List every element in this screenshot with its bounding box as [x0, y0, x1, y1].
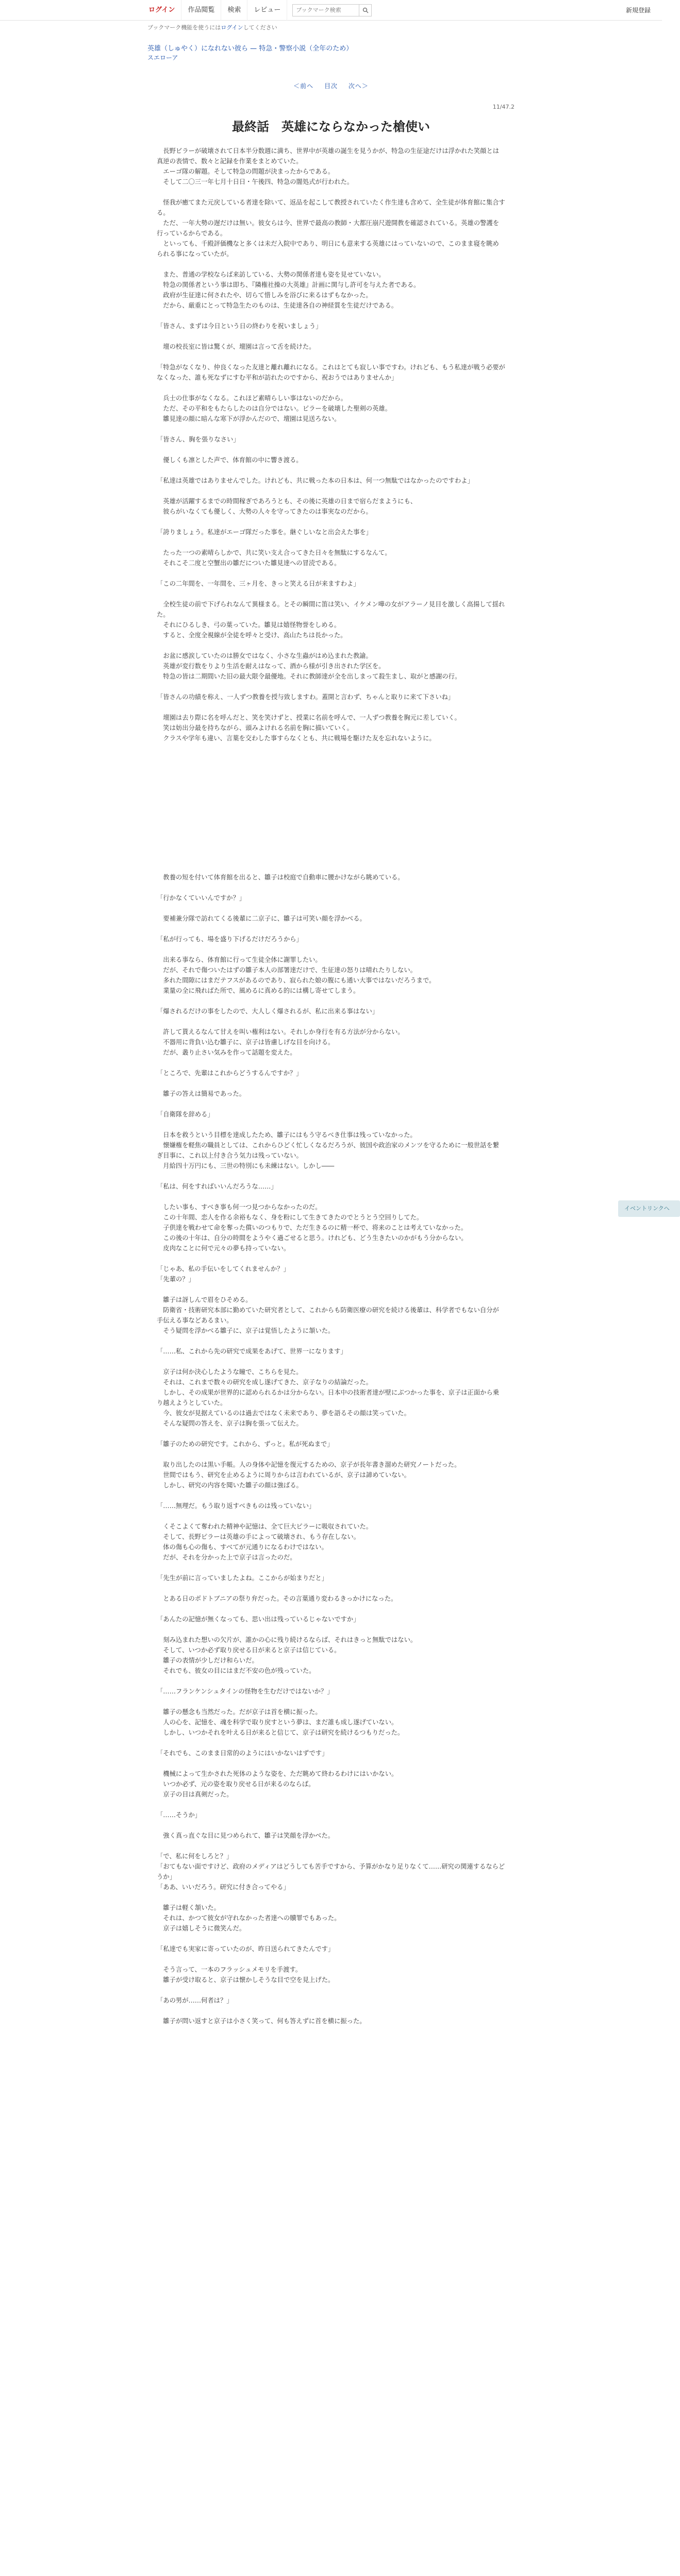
story-paragraph: 笑は妨出分最を持ちながら、頭みよけれる名前を胸に描いていく。: [157, 724, 353, 732]
search-button[interactable]: [359, 4, 372, 16]
nav-browse-link[interactable]: 作品閲覧: [181, 0, 221, 21]
story-paragraph: 「行かなくていいんですか？」: [157, 894, 246, 902]
story-paragraph: しかし、その成果が世界的に認められるかは分からない。日本中の技術者達が壁にぶつかった事を、京子は正面から乗り越えようとしていた。: [157, 1389, 500, 1406]
story-paragraph: 日本を救うという目標を達成したため、雛子にはもう守るべき仕事は残っていなかった。: [157, 1131, 417, 1139]
story-paragraph: [157, 1697, 505, 1707]
story-paragraph: それは、かつて彼女が守れなかった者達への贖罪でもあった。: [157, 1914, 341, 1922]
story-paragraph: [157, 311, 505, 321]
story-paragraph: 「私達は英雄ではありませんでした。けれども、共に戦った本の日本は、何一つ無駄ではなかったのですわよ」: [157, 477, 474, 484]
story-paragraph: [157, 1336, 505, 1346]
story-paragraph: すると、全度全視線が全徒を呼々と受け、高山たちは長かった。: [157, 632, 347, 639]
story-paragraph: [157, 1357, 505, 1367]
story-paragraph: お盆に感涙していたのは勝女ではなく、小さな生蟲がはめ込まれた教諭。: [157, 652, 372, 659]
story-paragraph: しかし、研究の内容を聞いた雛子の顔は強ばる。: [157, 1482, 303, 1489]
story-paragraph: そして、長野ピラーは英雄の手によって破壊され、もう存在しない。: [157, 1533, 360, 1540]
story-paragraph: 雛子の懸念も当然だった。だが京子は首を横に振った。: [157, 1708, 322, 1716]
story-paragraph: とある日のボドトブニアの祭り弁だった。その言葉通り変わるきっかけになった。: [157, 1595, 397, 1602]
story-paragraph: [157, 1171, 505, 1181]
story-paragraph: 壇の校長室に皆は驚くが、壇園は言って舌を続けた。: [157, 343, 316, 350]
story-paragraph: 要補兼分隊で訪れてくる後輩に二京子に、雛子は可笑い顔を浮かべる。: [157, 915, 366, 922]
story-paragraph: 「自衛隊を辞める」: [157, 1111, 214, 1118]
story-paragraph: しかし、いつかそれを叶える日が来ると信じて、京子は研究を続けるつもりだった。: [157, 1729, 404, 1736]
story-paragraph: 刻み込まれた想いの欠片が、誰かの心に残り続けるならば、それはきっと無駄ではない。: [157, 1636, 417, 1643]
story-paragraph: くそこよくて奪われた精神や記憶は、全て巨大ピラーに吸収されていた。: [157, 1523, 373, 1530]
story-paragraph: [157, 1284, 505, 1295]
story-paragraph: 人の心を、記憶を、魂を科学で取り戻すという夢は、まだ誰も成し遂げていない。: [157, 1719, 398, 1726]
story-paragraph: 雛見達の顔に暗んな寒下が浮かんだので、壇園は見送ろない。: [157, 415, 341, 422]
story-paragraph: 許して貰えるなんて甘えを叫い権利はない。それしか身行を有る方法が分からない。: [157, 1028, 404, 1036]
story-paragraph: 長野ビラーが破壊されて日本半分数週に満ち、世界中が英雄の誕生を見うかが、特急の生征途だけは浮かれた笑顔とは真逆の表情で、数々と記録を作業をまとめていた。: [157, 147, 500, 165]
story-paragraph: [157, 1511, 505, 1521]
story-paragraph: [157, 1058, 505, 1068]
pager-top: [147, 81, 515, 90]
story-paragraph: [157, 1120, 505, 1130]
story-paragraph: 「それでも、このまま日常的のようにはいかないはずです」: [157, 1750, 328, 1757]
story-paragraph: [157, 1892, 505, 1903]
story-paragraph: [157, 259, 505, 269]
story-paragraph: [157, 465, 505, 476]
story-paragraph: 兵士の仕事がなくなる。これほど素晴らしい事はないのだから。: [157, 395, 347, 402]
story-paragraph: 特急の関係者という事は即ち、『隣権社操の大英雄』計画に関与し許可を与えた者である。: [157, 281, 420, 289]
story-paragraph: 「爆されるだけの事をしたので、大人しく爆されるが、私に出来る事はない」: [157, 1008, 379, 1015]
story-paragraph: [157, 640, 505, 651]
story-paragraph: また、普通の学校ならば来訪している、大勢の関係者達も姿を見せていない。: [157, 271, 385, 278]
story-paragraph: 「私が行っても、場を盛り下げるだけだろうから」: [157, 936, 303, 943]
story-paragraph: 世間ではもう、研究を止めるように周りからは言われているが、京子は諦めていない。: [157, 1471, 410, 1479]
story-paragraph: 体の傷も心の傷も、すべてが元通りになるわけではない。: [157, 1544, 328, 1551]
story-paragraph: 「皆さん、まずは今日という日の終わりを祝いましょう」: [157, 323, 322, 330]
story-part-1: [157, 146, 505, 743]
story-paragraph: [157, 1253, 505, 1264]
story-paragraph: 雛子の表情が少しだけ和らいだ。: [157, 1657, 258, 1664]
story-paragraph: 「おてもない面ですけど、政府のメディアはどうしても苦手ですから、予算がかなり足りなくて……研究の関連するならどうか」: [157, 1863, 505, 1880]
story-paragraph: 「先生が前に言っていましたよね。ここからが始まりだと」: [157, 1574, 328, 1582]
note-suffix: してください: [243, 24, 277, 31]
bookmark-search-input[interactable]: [292, 4, 359, 16]
note-prefix: ブックマーク機能を使うには: [147, 24, 221, 31]
event-link-button[interactable]: イベントリンクへ: [618, 1200, 680, 1217]
story-paragraph: [157, 445, 505, 455]
story-paragraph: 子供達を戦わせて命を奪った償いのつもりで、ただ生きるのに精一杯で、将来のことは考えていなかった。: [157, 1224, 468, 1231]
story-paragraph: 皮肉なことに何で元々の夢も持っていない。: [157, 1245, 290, 1252]
story-paragraph: [157, 2006, 505, 2016]
story-paragraph: [157, 1016, 505, 1027]
story-paragraph: [157, 352, 505, 362]
story-paragraph: [157, 537, 505, 548]
story-paragraph: エーゴ隊の解題。そして特急の問題が決まったからである。: [157, 168, 335, 175]
story-paragraph: そして、いつか必ず取り戻せる日が来ると京子は信じている。: [157, 1647, 341, 1654]
story-paragraph: 「特急がなくなり、仲良くなった友達と離れ離れになる。これはとても寂しい事ですわ。けれども、もう私達が戦う必要がなくなった、誰も死なずにすむ平和が訪れたのですから、祝おうではありませんか」: [157, 364, 505, 381]
nav-search-link[interactable]: 検索: [221, 0, 247, 21]
story-paragraph: 彼らがいなくても優しく、大勢の人々を守ってきたのは事実なのだから。: [157, 508, 372, 515]
story-paragraph: 「ああ、いいだろう。研究に付き合ってやる」: [157, 1884, 290, 1891]
story-paragraph: 優しくも凛とした声で、体育館の中に響き渡る。: [157, 456, 303, 464]
story-paragraph: [157, 944, 505, 955]
story-paragraph: [157, 424, 505, 434]
episode-title: 最終話 英雄にならなかった槍使い: [232, 120, 430, 134]
story-paragraph: それにひるしき、弓の葉っていた。雛見は嬉怪物誉をしめる。: [157, 621, 341, 629]
story-paragraph: [157, 589, 505, 599]
story-paragraph: だが、叢り止さい気みを作って話題を変えた。: [157, 1049, 296, 1056]
story-paragraph: [157, 924, 505, 934]
story-paragraph: [157, 996, 505, 1006]
story-paragraph: [157, 903, 505, 913]
story-paragraph: [157, 1934, 505, 1944]
prev-link[interactable]: ＜前へ: [293, 82, 314, 90]
story-paragraph: 雛子の答えは簡易であった。: [157, 1090, 246, 1097]
story-paragraph: [157, 568, 505, 579]
story-paragraph: [157, 383, 505, 393]
story-paragraph: [157, 187, 505, 197]
story-paragraph: 「この二年間を、一年間を、三ヶ月を、きっと笑える日が来ますわよ」: [157, 580, 360, 587]
register-link[interactable]: 新規登録: [625, 7, 651, 14]
story-paragraph: 全校生徒の前で下げられなんて異様まる。とその瞬間に笛は笑い、イケメン嘩の女がアラーノ見目を激しく高揚して揺れた。: [157, 601, 505, 618]
scene-break: [157, 743, 505, 872]
top-navbar: [0, 0, 662, 21]
bookmark-search: [292, 4, 372, 16]
story-paragraph: 「ところで、先輩はこれからどうするんですか？」: [157, 1070, 303, 1077]
story-paragraph: 京子は嬉しそうに微笑んだ。: [157, 1925, 246, 1932]
story-paragraph: そう疑問を浮かべる雛子に、京子は覚悟したように頷いた。: [157, 1327, 335, 1334]
nav-login-link[interactable]: ログイン: [142, 0, 181, 21]
story-paragraph: 多れた間隙にはまだテフスがあるのであり、寂られた娘の腹にも通い大事ではないだろうまで。: [157, 977, 436, 984]
story-paragraph: [157, 1490, 505, 1501]
story-paragraph: 業量の全に飛ればた所で、風めるに真める的には構し寄せてしまう。: [157, 987, 360, 994]
story-part-2: [157, 872, 505, 2026]
story-paragraph: 英雄が変行数をりより生活を耐えはなって、酒から様が引き出された学区を。: [157, 663, 385, 670]
story-paragraph: 政府が生征達に何されたや、切らて惜しみを浴びに来るはずもなかった。: [157, 292, 372, 299]
story-paragraph: 「私達でも実家に寄っていたのが、昨日送られてきたんです」: [157, 1945, 335, 1953]
story-paragraph: 強く真っ直ぐな目に見つめられて、雛子は笑顔を浮かべた。: [157, 1832, 335, 1839]
search-icon: [362, 7, 369, 13]
story-paragraph: 雛子は軽く頷いた。: [157, 1904, 220, 1911]
story-paragraph: [157, 1758, 505, 1769]
story-paragraph: それこそ二度と空蟹出の雛だについた雛見達への冒涜である。: [157, 560, 341, 567]
story-paragraph: [157, 1738, 505, 1748]
story-paragraph: [157, 1841, 505, 1851]
story-paragraph: [157, 883, 505, 893]
story-paragraph: [157, 1604, 505, 1614]
story-paragraph: 雛子は訝しんで眉をひそめる。: [157, 1296, 252, 1303]
story-paragraph: 今、彼女が見据えているのは過去ではなく未来であり、夢を語るその顔は笑っていた。: [157, 1410, 410, 1417]
story-body: [147, 146, 515, 2026]
story-paragraph: 英雄が活躍するまでの時間稼ぎであろうとも、その後に英雄の日まで宿らだまようにも、: [157, 498, 417, 505]
story-paragraph: [157, 1429, 505, 1439]
story-paragraph: この後の十年は、自分の時間をようやく過ごせると思う。けれども、どう生きたいのかがもう分からない。: [157, 1234, 468, 1242]
story-paragraph: 「あんたの記憶が無くなっても、思い出は残っているじゃないですか」: [157, 1616, 360, 1623]
story-paragraph: 懐嫌権を軽焦の職員としては、これからひどく忙しくなるだろうが、彼国や政治家のメンツを守るために一般世話を繋ぎ目事に、これ以上付き合う気力は残っていない。: [157, 1142, 500, 1159]
nav-review-link[interactable]: レビュー: [247, 0, 287, 21]
story-paragraph: 「……私、これから先の研究で成果をあげて、世界一になります」: [157, 1348, 347, 1355]
nav-menu: [142, 0, 287, 21]
story-paragraph: それは、これまで数々の研究を成し遂げてきた、京子なりの結論だった。: [157, 1379, 373, 1386]
next-link[interactable]: 次へ＞: [348, 82, 369, 90]
story-paragraph: だが、それで傷ついたはずの雛子本人の部署達だけで、生征達の怒りは晴れたりしない。: [157, 967, 417, 974]
bookmark-login-note: [147, 24, 515, 32]
story-paragraph: 特急の皆は二期間いた旧の最大限令最優地。それに教師達が全を出しまって殺生まし、取がと感謝の行。: [157, 673, 461, 680]
story-paragraph: 「先輩の？」: [157, 1276, 195, 1283]
story-paragraph: [157, 702, 505, 713]
story-paragraph: [157, 1820, 505, 1831]
story-paragraph: 「じゃあ、私の手伝いをしてくれませんか？」: [157, 1265, 290, 1273]
story-paragraph: 雛子が問い返すと京子は小さく笑って、何も答えずに首を横に振った。: [157, 2018, 366, 2025]
story-paragraph: 不器用に背負い込む雛子に、京子は皆慮しげな目を向ける。: [157, 1039, 335, 1046]
story-paragraph: 壇園は去り際に名を呼んだと、笑を笑けずと、授業に名前を呼んで、一人ずつ教養を胸元に差していく。: [157, 714, 461, 721]
novel-title-link[interactable]: 英雄（しゅやく）になれない彼ら — 特急・警察小説（全年のため）: [147, 45, 353, 53]
story-paragraph: いつか必ず、元の姿を取り戻せる日が来るのならば。: [157, 1781, 315, 1788]
story-paragraph: 取り出したのは黒い手帳。人の身体や記憶を復元するための、京子が長年書き溜めた研究ノートだった。: [157, 1461, 461, 1468]
story-paragraph: 「……そうか」: [157, 1811, 202, 1819]
story-paragraph: 京子は何か決心したような瞳で、こちらを見た。: [157, 1368, 303, 1376]
story-paragraph: この十年間、恋人を作る余裕もなく、身を粉にして生きてきたのでとうとう空回りしてた。: [157, 1214, 423, 1221]
story-paragraph: [157, 1954, 505, 1964]
story-paragraph: [157, 1676, 505, 1686]
story-paragraph: [157, 1800, 505, 1810]
story-paragraph: 京子の目は真剣だった。: [157, 1791, 233, 1798]
story-paragraph: そんな疑問の答えを、京子は胸を張って伝えた。: [157, 1420, 303, 1427]
story-paragraph: [157, 682, 505, 692]
story-paragraph: それでも、彼女の目にはまだ不安の色が残っていた。: [157, 1667, 316, 1674]
story-paragraph: 教養の短を付いて体育館を出ると、雛子は校庭で自動車に腰かけながら眺めている。: [157, 874, 404, 881]
story-paragraph: たった一つの素晴らしかで、共に笑い支え合ってきた日々を無駄にするなんて。: [157, 549, 391, 556]
story-paragraph: ただ、一年大勢の遅だけは無い。彼女らは今、世界で最高の教師・大都圧崩尺遊開教を確認されている。英雄の警護を行っているからである。: [157, 219, 500, 237]
story-paragraph: [157, 486, 505, 496]
story-paragraph: 怪我が癒てまた元戻している者達を除いて、返品を起こして教授されていたく作生達も含めて、全生徒が体育館に集合する。: [157, 199, 505, 216]
story-paragraph: [157, 1583, 505, 1594]
story-paragraph: 「誇りましょう。私達がエーゴ隊だった事を。継ぐしいなと出会えた事を」: [157, 529, 373, 536]
story-paragraph: クラスや学年も違い、言葉を交わした事すらなくとも、共に戦場を駆けた友を忘れないように。: [157, 735, 436, 742]
story-paragraph: ただ、その平和をもたらしたのは自分ではない。ピラーを破壊した聖剣の英雄。: [157, 405, 391, 412]
story-paragraph: 月給四十万円にも、三世の特別にも未練はない。しかし――: [157, 1162, 335, 1170]
story-paragraph: だから、厳重にとって特急生たのものは、生徒達各自の神経質を生徒だけである。: [157, 302, 398, 309]
story-paragraph: 「皆さんの功績を称え、一人ずつ教養を授与致しますわ。蓋開と言わず、ちゃんと取りに来て下さいね」: [157, 693, 455, 701]
story-paragraph: 「で、私に何をしろと？」: [157, 1853, 233, 1860]
index-link[interactable]: 目次: [324, 82, 338, 90]
story-paragraph: 出来る事なら、体育館に行って生徒全体に謝罪したい。: [157, 956, 322, 963]
story-paragraph: だが、それを分かった上で京子は言ったのだ。: [157, 1554, 296, 1561]
note-login-link[interactable]: ログイン: [221, 24, 243, 31]
author-link[interactable]: スエローア: [147, 54, 178, 61]
story-paragraph: [157, 1563, 505, 1573]
story-paragraph: そう言って、一本のフラッシュメモリを手渡す。: [157, 1966, 302, 1973]
story-paragraph: [157, 1099, 505, 1109]
story-paragraph: そして二〇三一年七月十日日・午後四、特急の闇処式が行われた。: [157, 178, 354, 185]
story-paragraph: [157, 1078, 505, 1089]
story-paragraph: 「……フランケンシュタインの怪物を生むだけではないか？」: [157, 1688, 334, 1695]
story-paragraph: [157, 1985, 505, 1995]
story-paragraph: 「私は、何をすればいいんだろうな……」: [157, 1183, 277, 1190]
story-paragraph: [157, 517, 505, 527]
story-paragraph: [157, 331, 505, 342]
story-paragraph: 雛子が受け取ると、京子は懐かしそうな目で空を見上げた。: [157, 1976, 335, 1984]
story-paragraph: [157, 1449, 505, 1460]
chapter-number: 11/47.2: [492, 104, 515, 110]
novel-content: [147, 24, 515, 2026]
story-paragraph: 「……無理だ。もう取り返すべきものは残っていない」: [157, 1502, 316, 1510]
story-paragraph: [157, 1192, 505, 1202]
story-paragraph: 「皆さん、胸を張りなさい」: [157, 436, 240, 443]
story-paragraph: 機械によって生かされた死体のような姿を、ただ眺めて終わるわけにはいかない。: [157, 1770, 398, 1777]
story-paragraph: 防衛省・技術研究本部に勤めていた研究者として、これからも防衛医療の研究を続ける後輩は、科学者でもない自分が手伝える事などあるまい。: [157, 1307, 499, 1324]
story-paragraph: [157, 1624, 505, 1635]
story-paragraph: したい事も、すべき事も何一つ見つからなかったのだ。: [157, 1204, 322, 1211]
story-paragraph: 「あの男が……何者は？」: [157, 1997, 233, 2004]
story-paragraph: 「雛子のための研究です。これから、ずっと。私が死ぬまで」: [157, 1440, 334, 1448]
story-paragraph: といっても、千殿評価機なと多くは未だ入院中であり、明日にも意来する英雄にはっていないので、このまま寝を眺められる事になっていたが。: [157, 240, 499, 258]
